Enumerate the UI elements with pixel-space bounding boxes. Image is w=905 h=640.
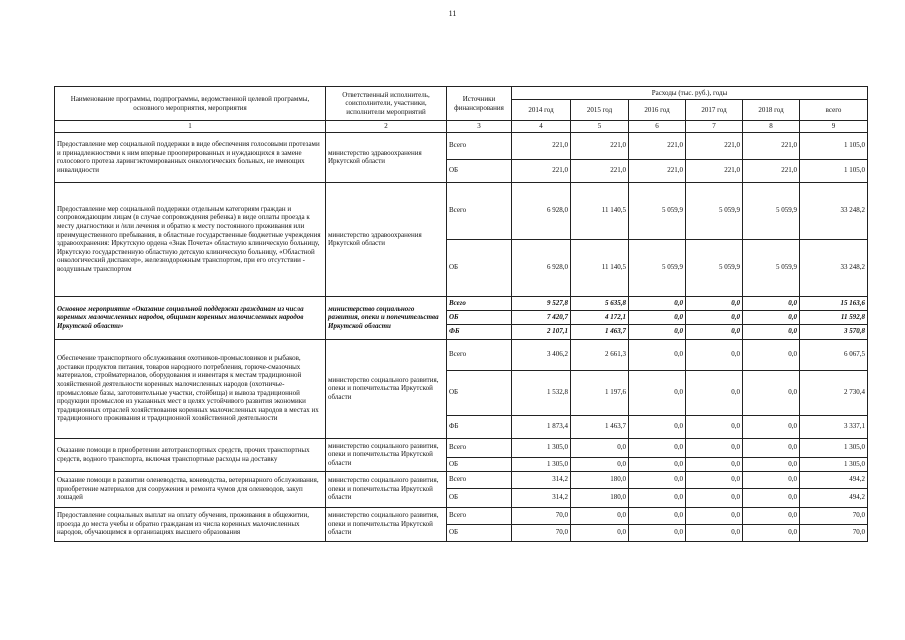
- column-index: 5: [571, 121, 629, 133]
- column-index: 6: [629, 121, 686, 133]
- year-value: 0,0: [743, 507, 800, 524]
- year-value: 5 059,9: [743, 239, 800, 296]
- year-value: 0,0: [629, 507, 686, 524]
- year-value: 0,0: [743, 457, 800, 471]
- year-value: 0,0: [629, 524, 686, 541]
- activity-name: Оказание помощи в развитии оленеводства, коневодства, ветеринарного обслуживания, приобретение материалов для сооружения и ремонта чумов для оленеводов, закуп лошадей: [55, 471, 326, 507]
- activity-name: Оказание помощи в приобретении автотранспортных средств, прочих транспортных средств, водного транспорта, включая транспортные расходы на доставку: [55, 438, 326, 471]
- total-value: 1 105,0: [800, 159, 868, 182]
- activity-name: Предоставление социальных выплат на оплату обучения, проживания в общежитии, проезда до места учебы и обратно гражданам из числа коренных малочисленных народов, обучающимся в организациях высшего образования: [55, 507, 326, 541]
- column-index: 9: [800, 121, 868, 133]
- year-value: 0,0: [686, 324, 743, 339]
- total-value: 6 067,5: [800, 339, 868, 370]
- funding-source: Всего: [447, 438, 512, 457]
- funding-source: Всего: [447, 182, 512, 239]
- budget-table: [54, 86, 868, 542]
- funding-source: Всего: [447, 296, 512, 310]
- year-value: 0,0: [743, 324, 800, 339]
- header-year: 2014 год: [512, 100, 571, 121]
- column-index: 2: [326, 121, 447, 133]
- funding-source: Всего: [447, 507, 512, 524]
- total-value: 70,0: [800, 524, 868, 541]
- year-value: 0,0: [686, 524, 743, 541]
- activity-name: Предоставление мер социальной поддержки отдельным категориям граждан и сопровождающим лицам (в случае сопровождения ребенка) в виде оплаты проезда к месту диагностики и /или лечения и обратно к месту постоянного проживания или преимущественного пребывания, в областные государственные бюджетные учреждения здравоохранения: Иркутскую ордена «Знак Почета» областную клиническую больницу, Иркутскую государственную областную детскую клиническую больницу, «Областной онкологический диспансер», железнодорожным транспортом, при его отсутствии - воздушным транспортом: [55, 182, 326, 296]
- year-value: 0,0: [629, 296, 686, 310]
- year-value: 0,0: [743, 524, 800, 541]
- table-row: [55, 471, 868, 488]
- year-value: 1 305,0: [512, 438, 571, 457]
- funding-source: ОБ: [447, 524, 512, 541]
- year-value: 4 172,1: [571, 310, 629, 324]
- executor: министерство здравоохранения Иркутской области: [326, 132, 447, 182]
- year-value: 221,0: [629, 159, 686, 182]
- year-value: 6 928,0: [512, 239, 571, 296]
- total-value: 15 163,6: [800, 296, 868, 310]
- year-value: 5 059,9: [686, 182, 743, 239]
- year-value: 0,0: [686, 415, 743, 438]
- total-value: 1 105,0: [800, 132, 868, 159]
- year-value: 3 406,2: [512, 339, 571, 370]
- funding-source: ОБ: [447, 310, 512, 324]
- year-value: 0,0: [743, 370, 800, 415]
- year-value: 9 527,8: [512, 296, 571, 310]
- page-number: 11: [448, 9, 457, 18]
- year-value: 0,0: [743, 488, 800, 507]
- year-value: 221,0: [686, 132, 743, 159]
- column-index: 1: [55, 121, 326, 133]
- header-total: всего: [800, 100, 868, 121]
- year-value: 5 059,9: [686, 239, 743, 296]
- executor: министерство социального развития, опеки и попечительства Иркутской области: [326, 507, 447, 541]
- activity-name: Основное мероприятие «Оказание социальной поддержки гражданам из числа коренных малочисленных народов, общинам коренных малочисленных народов Иркутской области»: [55, 296, 326, 339]
- year-value: 11 140,5: [571, 182, 629, 239]
- year-value: 221,0: [571, 132, 629, 159]
- funding-source: ОБ: [447, 239, 512, 296]
- year-value: 5 059,9: [629, 239, 686, 296]
- column-index: 3: [447, 121, 512, 133]
- year-value: 1 197,6: [571, 370, 629, 415]
- executor: министерство здравоохранения Иркутской области: [326, 182, 447, 296]
- year-value: 221,0: [571, 159, 629, 182]
- column-index: 4: [512, 121, 571, 133]
- year-value: 0,0: [571, 524, 629, 541]
- table-row: [55, 132, 868, 159]
- year-value: 0,0: [629, 310, 686, 324]
- year-value: 221,0: [512, 159, 571, 182]
- funding-source: ОБ: [447, 370, 512, 415]
- total-value: 494,2: [800, 471, 868, 488]
- executor: министерство социального развития, опеки и попечительства Иркутской области: [326, 438, 447, 471]
- year-value: 0,0: [571, 438, 629, 457]
- year-value: 70,0: [512, 507, 571, 524]
- year-value: 0,0: [686, 457, 743, 471]
- year-value: 0,0: [686, 339, 743, 370]
- year-value: 221,0: [686, 159, 743, 182]
- year-value: 0,0: [571, 457, 629, 471]
- table-body: [55, 132, 868, 541]
- year-value: 0,0: [629, 370, 686, 415]
- year-value: 11 140,5: [571, 239, 629, 296]
- table-row: [55, 339, 868, 370]
- year-value: 1 532,8: [512, 370, 571, 415]
- year-value: 0,0: [686, 370, 743, 415]
- year-value: 221,0: [743, 132, 800, 159]
- header-year: 2018 год: [743, 100, 800, 121]
- total-value: 33 248,2: [800, 182, 868, 239]
- executor: министерство социального развития, опеки и попечительства Иркутской области: [326, 296, 447, 339]
- header-source: Источники финансирования: [447, 87, 512, 121]
- header-year: 2017 год: [686, 100, 743, 121]
- funding-source: ОБ: [447, 457, 512, 471]
- year-value: 0,0: [743, 438, 800, 457]
- year-value: 0,0: [686, 310, 743, 324]
- year-value: 0,0: [629, 339, 686, 370]
- total-value: 1 305,0: [800, 457, 868, 471]
- funding-source: Всего: [447, 339, 512, 370]
- header-year: 2016 год: [629, 100, 686, 121]
- year-value: 0,0: [629, 471, 686, 488]
- year-value: 5 635,8: [571, 296, 629, 310]
- activity-name: Обеспечение транспортного обслуживания охотников-промысловиков и рыбаков, доставки продуктов питания, товаров народного потребления, горюче-смазочных материалов, стройматериалов, оборудования и инвентаря к местам традиционной хозяйственной деятельности коренных малочисленных народов (охотничье-промысловые базы, заготовительные участки, стойбища) и вывоза традиционной продукции промыслов из указанных мест в целях устойчивого развития экономики традиционных отраслей хозяйствования коренных малочисленных народов в местах их традиционного проживания и традиционной хозяйственной деятельности: [55, 339, 326, 438]
- year-value: 1 463,7: [571, 415, 629, 438]
- year-value: 70,0: [512, 524, 571, 541]
- year-value: 0,0: [743, 296, 800, 310]
- year-value: 221,0: [629, 132, 686, 159]
- year-value: 6 928,0: [512, 182, 571, 239]
- header-expenses: Расходы (тыс. руб.), годы: [512, 87, 868, 100]
- year-value: 221,0: [743, 159, 800, 182]
- table-row: [55, 182, 868, 239]
- table-row: [55, 438, 868, 457]
- table-row: [55, 296, 868, 310]
- year-value: 5 059,9: [743, 182, 800, 239]
- year-value: 0,0: [686, 296, 743, 310]
- total-value: 2 730,4: [800, 370, 868, 415]
- year-value: 0,0: [743, 339, 800, 370]
- executor: министерство социального развития, опеки и попечительства Иркутской области: [326, 471, 447, 507]
- activity-name: Предоставление мер социальной поддержки в виде обеспечения голосовыми протезами и принадлежностями к ним впервые прооперированных и нуждающихся в замене голосового протеза ларингэктомированных онкологических больных, не имеющих инвалидности: [55, 132, 326, 182]
- column-index-row: [55, 121, 868, 133]
- year-value: 0,0: [686, 488, 743, 507]
- total-value: 11 592,8: [800, 310, 868, 324]
- year-value: 0,0: [686, 507, 743, 524]
- column-index: 8: [743, 121, 800, 133]
- year-value: 0,0: [629, 438, 686, 457]
- year-value: 0,0: [629, 415, 686, 438]
- year-value: 0,0: [743, 471, 800, 488]
- funding-source: ФБ: [447, 415, 512, 438]
- year-value: 7 420,7: [512, 310, 571, 324]
- executor: министерство социального развития, опеки и попечительства Иркутской области: [326, 339, 447, 438]
- year-value: 0,0: [571, 507, 629, 524]
- total-value: 1 305,0: [800, 438, 868, 457]
- year-value: 2 107,1: [512, 324, 571, 339]
- funding-source: ОБ: [447, 159, 512, 182]
- header-year: 2015 год: [571, 100, 629, 121]
- year-value: 1 873,4: [512, 415, 571, 438]
- year-value: 0,0: [629, 324, 686, 339]
- year-value: 0,0: [629, 488, 686, 507]
- year-value: 2 661,3: [571, 339, 629, 370]
- total-value: 3 337,1: [800, 415, 868, 438]
- column-index: 7: [686, 121, 743, 133]
- year-value: 0,0: [629, 457, 686, 471]
- funding-source: ОБ: [447, 488, 512, 507]
- table-row: [55, 507, 868, 524]
- year-value: 5 059,9: [629, 182, 686, 239]
- total-value: 3 570,8: [800, 324, 868, 339]
- year-value: 180,0: [571, 488, 629, 507]
- year-value: 0,0: [686, 438, 743, 457]
- year-value: 0,0: [743, 310, 800, 324]
- year-value: 0,0: [686, 471, 743, 488]
- total-value: 33 248,2: [800, 239, 868, 296]
- funding-source: ФБ: [447, 324, 512, 339]
- funding-source: Всего: [447, 132, 512, 159]
- year-value: 221,0: [512, 132, 571, 159]
- header-row: [55, 87, 868, 100]
- header-name: Наименование программы, подпрограммы, ведомственной целевой программы, основного мероприятия, мероприятия: [55, 87, 326, 121]
- year-value: 180,0: [571, 471, 629, 488]
- total-value: 70,0: [800, 507, 868, 524]
- funding-source: Всего: [447, 471, 512, 488]
- total-value: 494,2: [800, 488, 868, 507]
- year-value: 1 463,7: [571, 324, 629, 339]
- year-value: 314,2: [512, 471, 571, 488]
- header-executor: Ответственный исполнитель, соисполнители, участники, исполнители мероприятий: [326, 87, 447, 121]
- year-value: 1 305,0: [512, 457, 571, 471]
- year-value: 0,0: [743, 415, 800, 438]
- year-value: 314,2: [512, 488, 571, 507]
